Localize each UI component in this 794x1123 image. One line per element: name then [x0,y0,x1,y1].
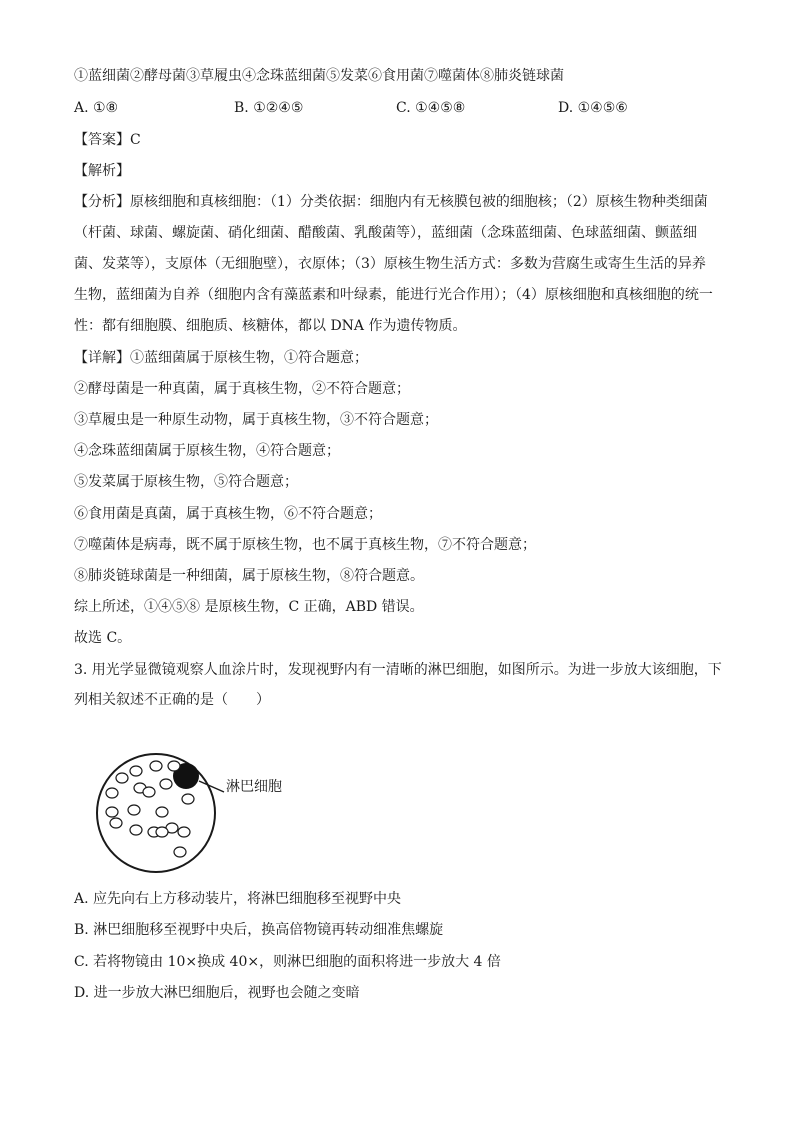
q2-option-c: C. ①④⑤⑧ [396,100,466,116]
detail-line: ⑥食用菌是真菌，属于真核生物，⑥不符合题意； [74,506,382,522]
q2-option-b: B. ①②④⑤ [234,100,304,116]
analysis-line: 性：都有细胞膜、细胞质、核糖体，都以 DNA 作为遗传物质。 [74,318,467,334]
q3-stem-line1: 3. 用光学显微镜观察人血涂片时，发现视野内有一清晰的淋巴细胞，如图所示。为进一步放大该细胞，下 [74,662,722,678]
q3-option-a: A. 应先向右上方移动装片，将淋巴细胞移至视野中央 [74,891,402,907]
q3-option-b: B. 淋巴细胞移至视野中央后，换高倍物镜再转动细准焦螺旋 [74,922,444,938]
detail-line: ③草履虫是一种原生动物，属于真核生物，③不符合题意； [74,412,438,428]
q2-option-a: A. ①⑧ [74,100,119,116]
q2-analysis-header: 【解析】 [74,163,130,179]
analysis-line: （杆菌、球菌、螺旋菌、硝化细菌、醋酸菌、乳酸菌等），蓝细菌（念珠蓝细菌、色球蓝细菌、颤蓝细 [74,225,697,241]
q2-option-d: D. ①④⑤⑥ [558,100,628,116]
analysis-line: 生物，蓝细菌为自养（细胞内含有藻蓝素和叶绿素，能进行光合作用）；（4）原核细胞和真核细胞的统一 [74,287,713,303]
detail-line: ⑧肺炎链球菌是一种细菌，属于原核生物，⑧符合题意。 [74,568,424,584]
q2-stem: ①蓝细菌②酵母菌③草履虫④念珠蓝细菌⑤发菜⑥食用菌⑦噬菌体⑧肺炎链球菌 [74,68,564,84]
q2-answer: 【答案】C [74,132,141,148]
detail-line: ④念珠蓝细菌属于原核生物，④符合题意； [74,443,340,459]
detail-line: 【详解】①蓝细菌属于原核生物，①符合题意； [74,350,368,366]
q3-option-c: C. 若将物镜由 10×换成 40×，则淋巴细胞的面积将进一步放大 4 倍 [74,954,501,970]
detail-line: ②酵母菌是一种真菌，属于真核生物，②不符合题意； [74,381,410,397]
lymphocyte-label: 淋巴细胞 [226,779,282,795]
detail-line: ⑤发菜属于原核生物，⑤符合题意； [74,474,298,490]
detail-line: 综上所述，①④⑤⑧ 是原核生物，C 正确，ABD 错误。 [74,599,424,615]
analysis-line: 【分析】原核细胞和真核细胞：（1）分类依据：细胞内有无核膜包被的细胞核；（2）原核生物种类细菌 [74,194,708,210]
detail-line: ⑦噬菌体是病毒，既不属于原核生物，也不属于真核生物，⑦不符合题意； [74,537,536,553]
q3-stem-line2: 列相关叙述不正确的是（ ） [74,692,270,708]
detail-line: 故选 C。 [74,630,132,646]
analysis-line: 菌、发菜等），支原体（无细胞壁），衣原体；（3）原核生物生活方式：多数为营腐生或寄生生活的异养 [74,256,706,272]
microscope-field-figure [96,748,326,878]
q3-option-d: D. 进一步放大淋巴细胞后，视野也会随之变暗 [74,985,360,1001]
